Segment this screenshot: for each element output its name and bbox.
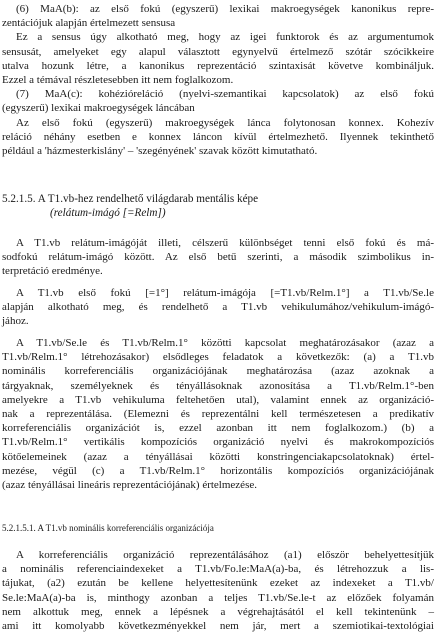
text-line: mezése, végül (c) a T1.vb/Relm.1° horizontális kompozíciós organizációjának [2,464,434,477]
paragraph-definitions [2,2,434,158]
text-line: a nominális referenciaindexeket a T1.vb/Fo.le:MaA(a)-ba, és létrehozzuk a lis- [2,563,434,576]
text-line: T1.vb/Relm.1° létrehozásakor) elsődleges feladatok a következők: (a) a T1.vb [2,351,434,364]
section-heading [2,192,434,221]
text-line: nak a reprezentálása. (Elemezni és reprezentálni kell természetesen a predikatív [2,408,434,421]
paragraph-first-degree [2,286,434,329]
text-line: ami itt komolyabb következményekkel nem jár, mert a szemiotikai-textológiai [2,620,434,633]
text-line: tájukat, (a2) ezután be kellene helyettesítenünk ezeket az indexeket a T1.vb/ [2,577,434,590]
text-line: (7) MaA(c): kohézióreláció (nyelvi-szemantikai kapcsolatok) az első fokú [16,88,434,101]
text-line: korreferenciális organizációt is, ezzel azonban itt nem foglalkozom.) (b) a [2,422,434,435]
text-line: sensusát, amelyeket egy alapul választott egynyelvű értelmező szótár szócikkeire [2,45,434,58]
text-line: Se.le:MaA(a)-ba is, minthogy azonban a teljes T1.vb/Se.le-t az előzőek folyamán [2,591,434,604]
heading-subline: (relátum-imágó [=Relm]) [50,207,166,220]
text-line: sodfokú relátum-imágó között. Az első betű szerinti, a második szimbolikus in- [2,251,434,264]
text-line: kötőelemeinek (azaz a tényállásai közötti konstringenciakapcsolatoknak) értel- [2,450,434,463]
text-line: Az első fokú (egyszerű) makroegységek lánca folytonosan konnex. Kohezív [16,116,434,129]
text-line: alapján alkotható meg, és rendelhető a T1.vb vehikulumához/vehikulum-imágó- [2,301,434,314]
heading-line: 5.2.1.5. A T1.vb-hez rendelhető világdarab mentális képe [2,193,259,205]
paragraph-coreference [2,548,434,633]
text-line: nominális korreferenciális organizációjának meghatározása (azaz azoknak a [2,365,434,378]
text-line: jához. [2,315,29,328]
text-line: Ezzel a témával részletesebben itt nem foglalkozom. [2,74,234,87]
text-line: (azaz tényállásai lineáris reprezentációjának) értelmezése. [2,479,257,492]
paragraph-tasks [2,336,434,492]
text-line: tárgyaknak, személyeknek és tényállásoknak azonosítása a T1.vb/Relm.1°-ben [2,379,434,392]
text-line: A korreferenciális organizáció reprezentálásához (a1) először behelyettesítjük [16,549,434,561]
text-line: amelyekre a T1.vb vehikuluma feltehetően utal), valamint ennek az organizáció- [2,393,434,406]
text-line: például a 'házmesterkislány' – 'szegényének' szavak között kimutatható. [2,145,318,158]
paragraph-intro [2,236,434,279]
text-line: A T1.vb első fokú [=1°] relátum-imágója [=T1.vb/Relm.1°] a T1.vb/Se.le [16,287,434,299]
text-line: utalva hozunk létre, a kanonikus reprezentáció szintaxisát követve kombináljuk. [2,59,434,72]
text-line: T1.vb/Relm.1° vertikális kompozíciós organizáció nyelvi és makrokompozíciós [2,436,434,449]
text-line: zentációjuk alapján értelmezett sensusa [2,17,176,30]
text-line: A T1.vb relátum-imágóját illeti, célszerű különbséget tenni első fokú és má- [16,237,434,249]
text-line: (egyszerű) lexikai makroegységek láncában [2,102,195,115]
text-line: nem alkottuk meg, ennek a lépésnek a végrehajtásától el kell tekintenünk – [2,605,434,618]
text-line: Ez a sensus úgy alkotható meg, hogy az igei funktorok és az argumentumok [16,31,434,44]
text-line: A T1.vb/Se.le és T1.vb/Relm.1° közötti kapcsolat meghatározásakor (azaz a [16,337,434,349]
text-line: (6) MaA(b): az első fokú (egyszerű) lexikai makroegységek kanonikus repre- [16,3,434,15]
subsection-heading: 5.2.1.5.1. A T1.vb nominális korreferenciális organizációja [2,523,214,533]
text-line: terpretáció eredménye. [2,265,103,278]
text-line: reláció néhány esetben e konnex láncon kívül értelmezhető. Ilyennek tekinthető [2,130,434,143]
